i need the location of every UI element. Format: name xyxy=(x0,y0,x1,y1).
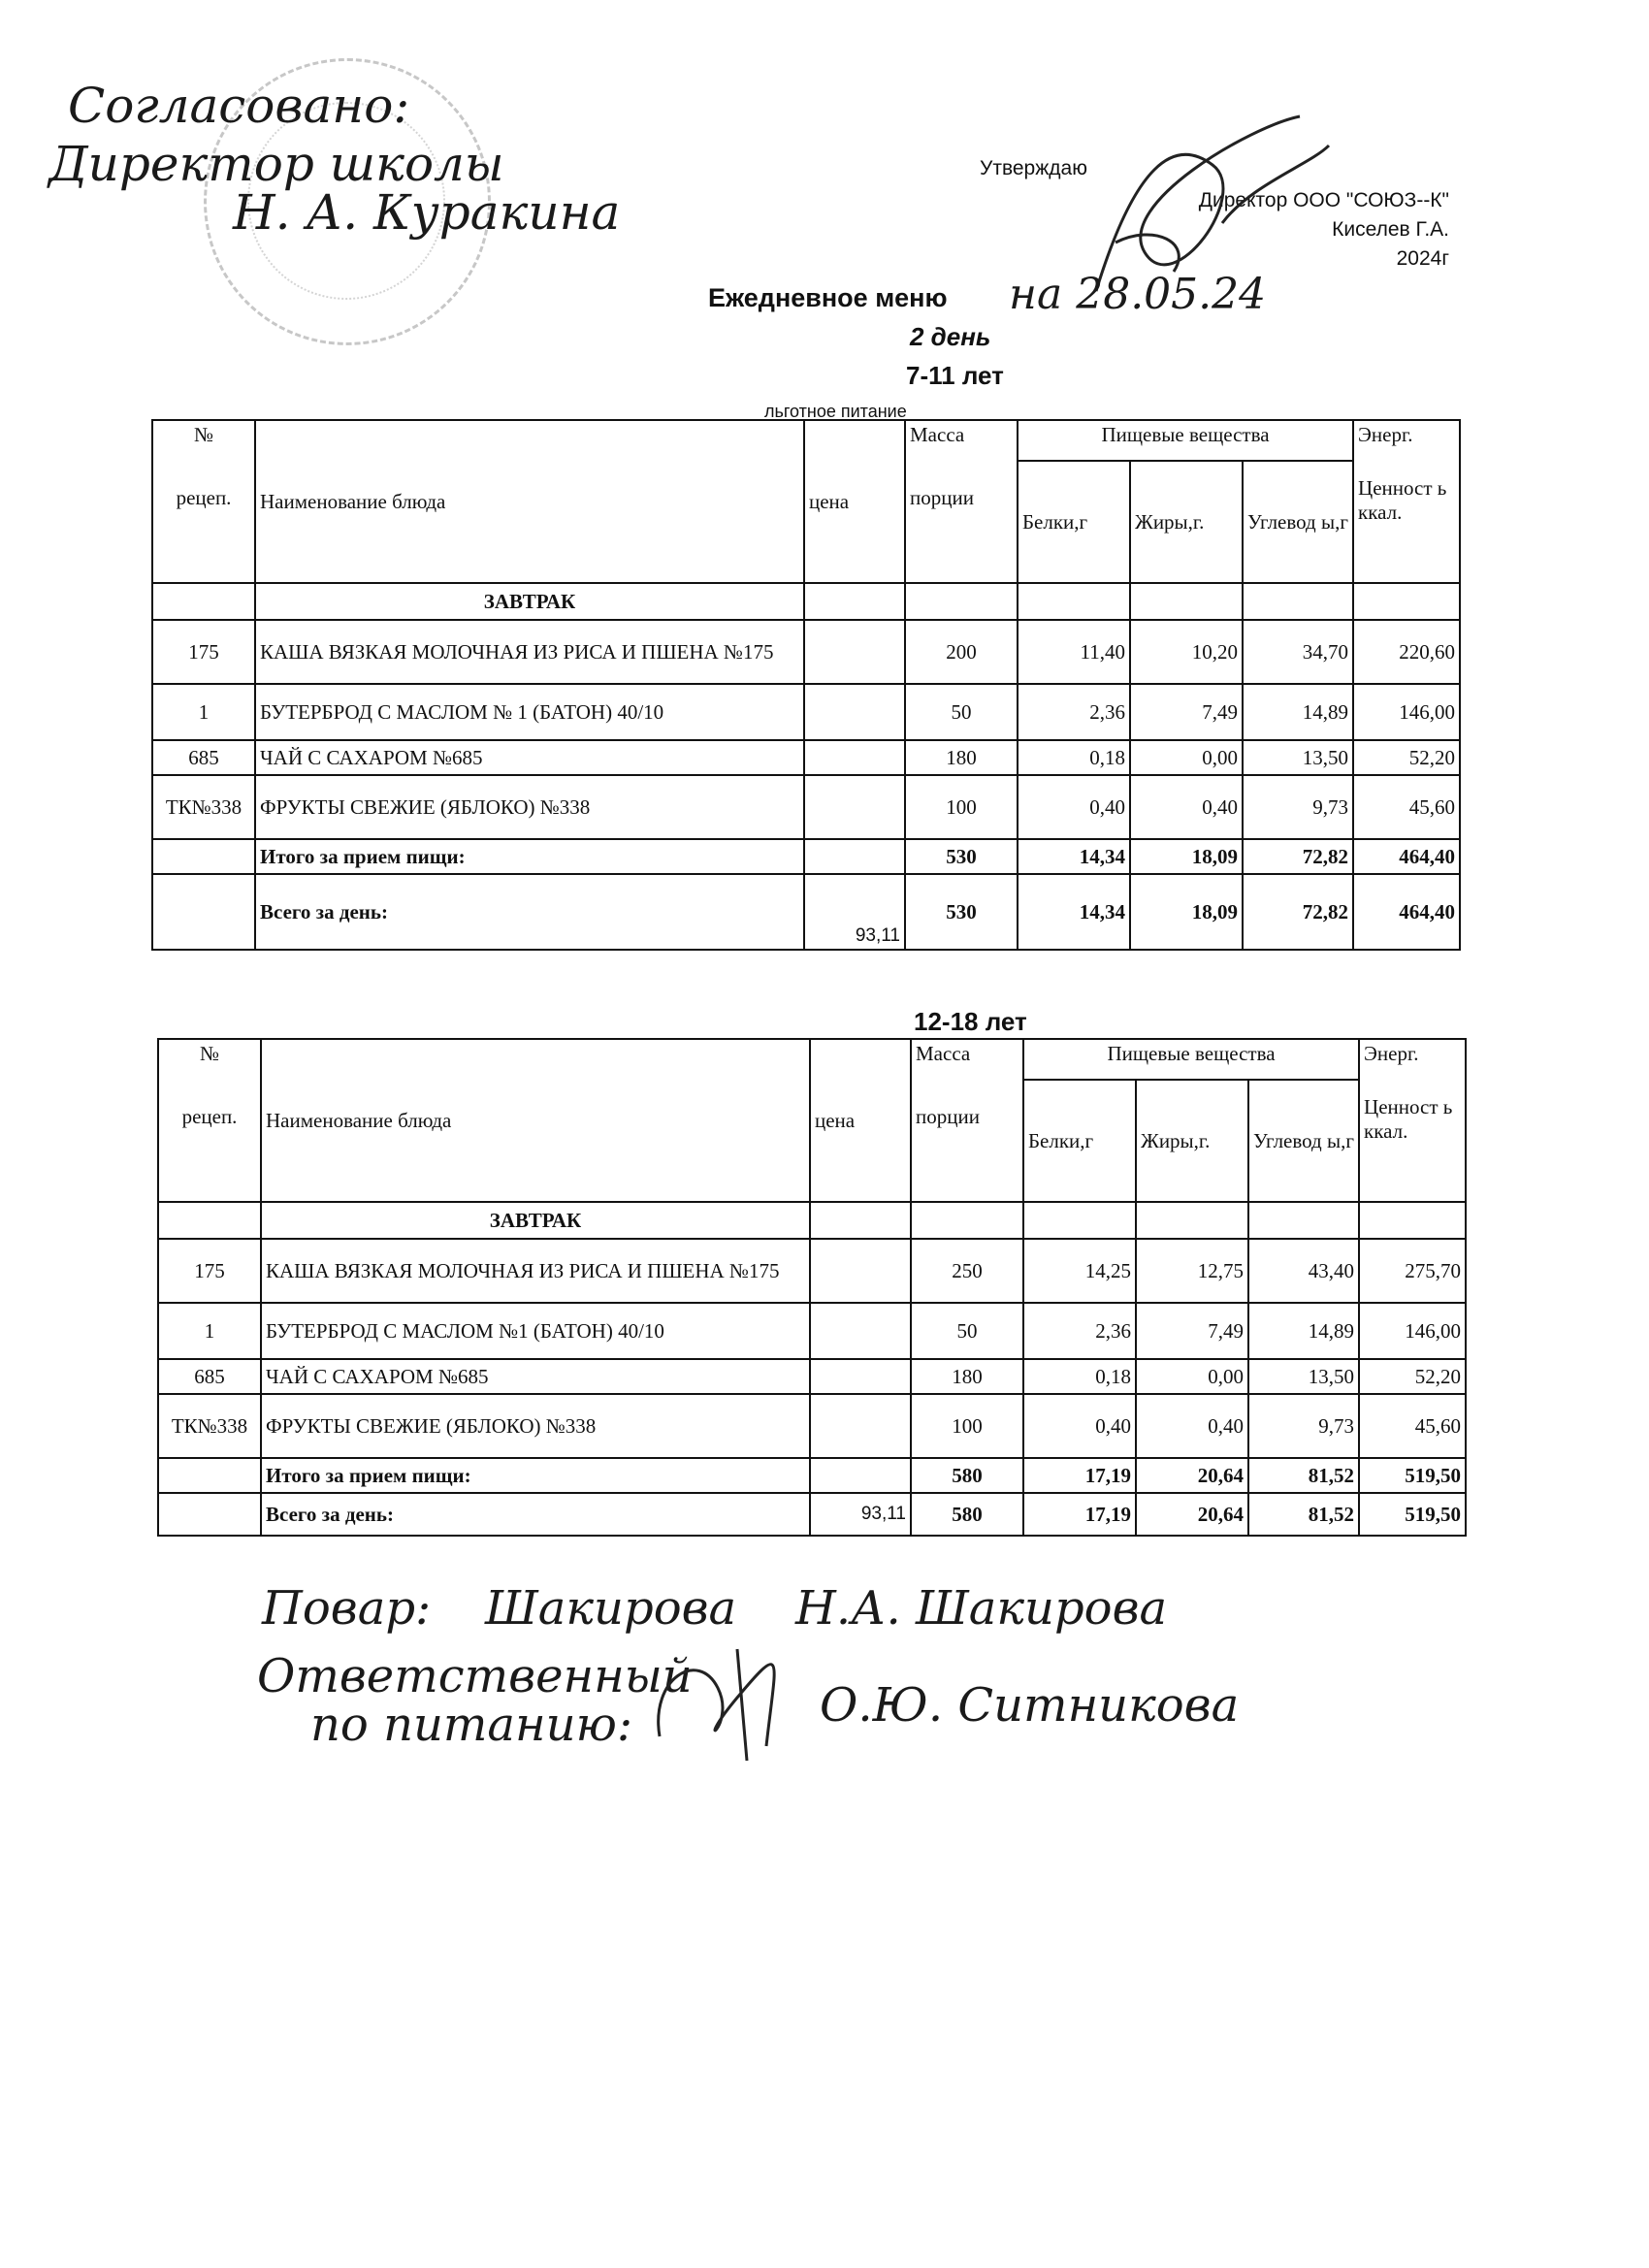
header-fat: Жиры,г. xyxy=(1136,1080,1248,1202)
responsible-label-1: Ответственный xyxy=(257,1649,693,1703)
cook-signature: Шакирова xyxy=(485,1581,737,1636)
header-nutrients: Пищевые вещества xyxy=(1023,1039,1359,1080)
subtotal-row: Итого за прием пищи: 580 17,19 20,64 81,52 519,50 xyxy=(158,1458,1466,1493)
total-row: Всего за день: 93,11 530 14,34 18,09 72,82 464,40 xyxy=(152,874,1460,950)
header-nutrients: Пищевые вещества xyxy=(1018,420,1353,461)
menu-table-7-11 xyxy=(151,419,1461,951)
section-breakfast: ЗАВТРАК xyxy=(255,583,804,620)
header-carbs: Углевод ы,г xyxy=(1248,1080,1359,1202)
header-num: № рецеп. xyxy=(152,420,255,583)
header-energy: Энерг. Ценност ь ккал. xyxy=(1359,1039,1466,1202)
approval-label: Утверждаю xyxy=(980,157,1087,179)
table-row: ТК№338 ФРУКТЫ СВЕЖИЕ (ЯБЛОКО) №338 100 0,40 0,40 9,73 45,60 xyxy=(152,775,1460,839)
agreed-line-2: Директор школы xyxy=(48,136,504,192)
table-row: 175 КАША ВЯЗКАЯ МОЛОЧНАЯ ИЗ РИСА И ПШЕНА №175 200 11,40 10,20 34,70 220,60 xyxy=(152,620,1460,684)
approval-year: 2024г xyxy=(1396,247,1449,270)
benefit-label: льготное питание xyxy=(764,402,907,421)
day-label: 2 день xyxy=(910,322,991,351)
header-num: № рецеп. xyxy=(158,1039,261,1202)
subtotal-row: Итого за прием пищи: 530 14,34 18,09 72,82 464,40 xyxy=(152,839,1460,874)
header-fat: Жиры,г. xyxy=(1130,461,1243,583)
header-energy: Энерг. Ценност ь ккал. xyxy=(1353,420,1460,583)
header-protein: Белки,г xyxy=(1023,1080,1136,1202)
total-row: Всего за день: 93,11 580 17,19 20,64 81,52 519,50 xyxy=(158,1493,1466,1536)
table-row: 685 ЧАЙ С САХАРОМ №685 180 0,18 0,00 13,50 52,20 xyxy=(158,1359,1466,1394)
table-row: 1 БУТЕРБРОД С МАСЛОМ №1 (БАТОН) 40/10 50 2,36 7,49 14,89 146,00 xyxy=(158,1303,1466,1359)
age-group-label-1: 7-11 лет xyxy=(906,361,1004,390)
table-row: 685 ЧАЙ С САХАРОМ №685 180 0,18 0,00 13,50 52,20 xyxy=(152,740,1460,775)
page-title: Ежедневное меню xyxy=(708,283,948,312)
header-name: Наименование блюда xyxy=(255,420,804,583)
responsible-signature-icon xyxy=(640,1639,795,1766)
header-mass: Масса порции xyxy=(911,1039,1023,1202)
cook-label: Повар: xyxy=(262,1581,432,1636)
approval-director: Директор ООО "СОЮЗ--К" xyxy=(1198,189,1449,211)
section-breakfast: ЗАВТРАК xyxy=(261,1202,810,1239)
responsible-label-2: по питанию: xyxy=(310,1698,632,1752)
agreed-line-3: Н. А. Куракина xyxy=(233,184,621,241)
table-row: 175 КАША ВЯЗКАЯ МОЛОЧНАЯ ИЗ РИСА И ПШЕНА №175 250 14,25 12,75 43,40 275,70 xyxy=(158,1239,1466,1303)
header-mass: Масса порции xyxy=(905,420,1018,583)
cook-name: Н.А. Шакирова xyxy=(795,1581,1168,1636)
header-name: Наименование блюда xyxy=(261,1039,810,1202)
table-row: ТК№338 ФРУКТЫ СВЕЖИЕ (ЯБЛОКО) №338 100 0,40 0,40 9,73 45,60 xyxy=(158,1394,1466,1458)
handwritten-date: на 28.05.24 xyxy=(1009,270,1267,319)
header-protein: Белки,г xyxy=(1018,461,1130,583)
approval-name: Киселев Г.А. xyxy=(1332,218,1449,241)
responsible-name: О.Ю. Ситникова xyxy=(820,1678,1240,1733)
table-row: 1 БУТЕРБРОД С МАСЛОМ № 1 (БАТОН) 40/10 50 2,36 7,49 14,89 146,00 xyxy=(152,684,1460,740)
agreed-line-1: Согласовано: xyxy=(68,78,410,134)
header-carbs: Углевод ы,г xyxy=(1243,461,1353,583)
age-group-label-2: 12-18 лет xyxy=(914,1007,1027,1036)
header-price: цена xyxy=(804,420,905,583)
menu-table-12-18 xyxy=(157,1038,1467,1537)
header-price: цена xyxy=(810,1039,911,1202)
